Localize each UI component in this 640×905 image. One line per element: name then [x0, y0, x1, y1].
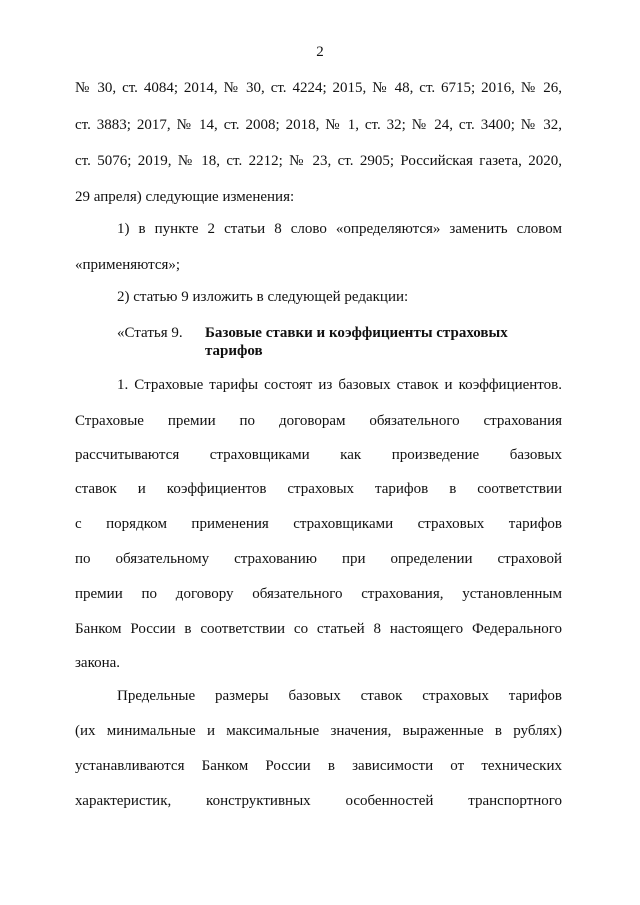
- page-number: 2: [316, 44, 324, 60]
- text-line: устанавливаются Банком России в зависимости от технических: [75, 758, 562, 774]
- text-line: Банком России в соответствии со статьей 8 настоящего Федерального: [75, 621, 562, 637]
- text-line: 1) в пункте 2 статьи 8 слово «определяются» заменить словом: [117, 221, 562, 237]
- text-line: Предельные размеры базовых ставок страховых тарифов: [117, 688, 562, 704]
- text-line: (их минимальные и максимальные значения, выраженные в рублях): [75, 723, 562, 739]
- text-line: 1. Страховые тарифы состоят из базовых ставок и коэффициентов.: [117, 377, 562, 393]
- text-line: 2) статью 9 изложить в следующей редакции:: [117, 289, 409, 305]
- text-line: с порядком применения страховщиками страховых тарифов: [75, 516, 562, 532]
- text-line: характеристик, конструктивных особенностей транспортного: [75, 793, 562, 809]
- article-label: «Статья 9.: [117, 325, 183, 341]
- text-line: рассчитываются страховщиками как произведение базовых: [75, 447, 562, 463]
- text-line: 29 апреля) следующие изменения:: [75, 189, 295, 205]
- text-line: № 30, ст. 4084; 2014, № 30, ст. 4224; 2015, № 48, ст. 6715; 2016, № 26,: [75, 80, 562, 96]
- article-title: Базовые ставки и коэффициенты страховых тарифов: [205, 325, 508, 359]
- text-line: закона.: [75, 655, 121, 671]
- text-line: ставок и коэффициентов страховых тарифов в соответствии: [75, 481, 562, 497]
- text-line: ст. 5076; 2019, № 18, ст. 2212; № 23, ст. 2905; Российская газета, 2020,: [75, 153, 562, 169]
- text-line: Страховые премии по договорам обязательного страхования: [75, 413, 562, 429]
- text-line: по обязательному страхованию при определении страховой: [75, 551, 562, 567]
- text-line: «применяются»;: [75, 257, 181, 273]
- text-line: премии по договору обязательного страхования, установленным: [75, 586, 562, 602]
- text-line: ст. 3883; 2017, № 14, ст. 2008; 2018, № 1, ст. 32; № 24, ст. 3400; № 32,: [75, 117, 562, 133]
